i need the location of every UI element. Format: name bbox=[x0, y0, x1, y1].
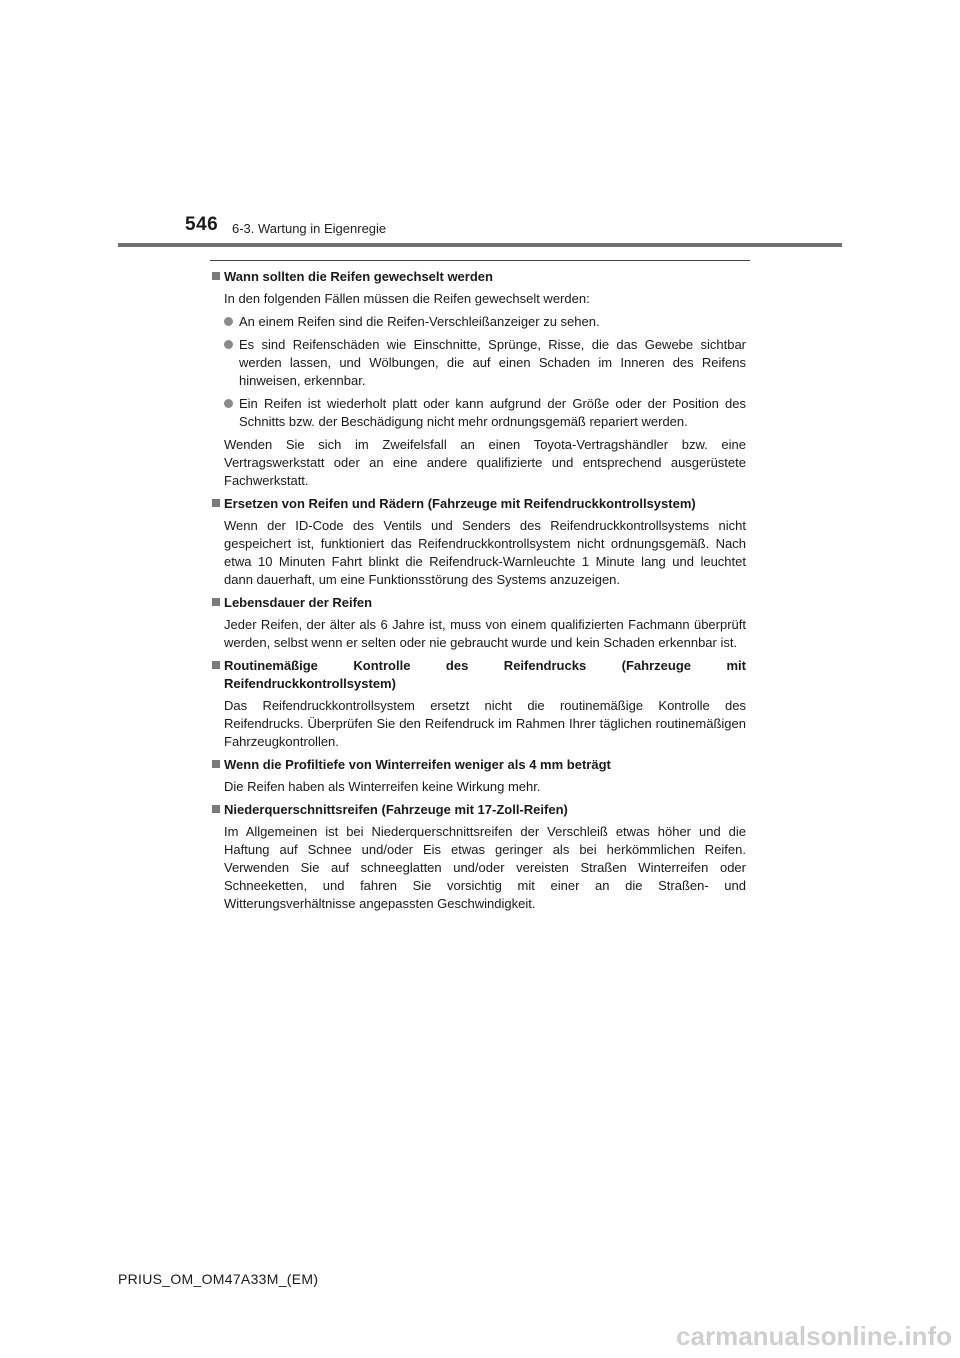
square-bullet-icon bbox=[212, 272, 220, 280]
paragraph: Im Allgemeinen ist bei Niederquerschnittsreifen der Verschleiß etwas höher und die Haftung auf Schnee und/oder Eis etwas geringer als bei herkömmlichen Reifen. Verwenden Sie auf schneeglatten und/oder vereisten Straßen Winterreifen oder Schneeketten, und fahren Sie vorsichtig mit einer an die Straßen- und Witterungsverhältnisse angepassten Geschwindigkeit. bbox=[224, 824, 746, 911]
square-bullet-icon bbox=[212, 598, 220, 606]
circle-bullet-icon bbox=[224, 340, 233, 349]
section-heading bbox=[212, 801, 746, 819]
watermark: carmanualsonline.info bbox=[676, 1321, 952, 1351]
section-heading-text: Ersetzen von Reifen und Rädern (Fahrzeuge mit Reifendruckkontrollsystem) bbox=[224, 496, 696, 511]
circle-bullet-icon bbox=[224, 399, 233, 408]
section-heading bbox=[212, 657, 746, 693]
header-divider bbox=[118, 243, 842, 247]
list-item-text: Es sind Reifenschäden wie Einschnitte, Sprünge, Risse, die das Gewebe sichtbar werden lassen, und Wölbungen, die auf einen Schaden im Inneren des Reifens hinweisen, erkennbar. bbox=[239, 337, 746, 388]
section bbox=[212, 495, 746, 589]
section-heading-text: Wenn die Profiltiefe von Winterreifen weniger als 4 mm beträgt bbox=[224, 757, 611, 772]
paragraph: Jeder Reifen, der älter als 6 Jahre ist, muss von einem qualifizierten Fachmann überprüft werden, selbst wenn er selten oder nie gebraucht wurde und kein Schaden erkennbar ist. bbox=[224, 617, 746, 650]
section-heading-text: Routinemäßige Kontrolle des Reifendrucks (Fahrzeuge mit Reifendruckkontrollsystem) bbox=[224, 658, 746, 691]
list-item bbox=[212, 336, 746, 390]
section bbox=[212, 268, 746, 490]
section-heading-text: Wann sollten die Reifen gewechselt werden bbox=[224, 269, 493, 284]
paragraph: Wenn der ID-Code des Ventils und Senders des Reifendruckkontrollsystems nicht gespeichert ist, funktioniert das Reifendruckkontrollsystem nicht ordnungsgemäß. Nach etwa 10 Minuten Fahrt blinkt die Reifendruck-Warnleuchte 1 Minute lang und leuchtet dann dauerhaft, um eine Funktionsstörung des Systems anzuzeigen. bbox=[224, 518, 746, 587]
section-heading bbox=[212, 268, 746, 286]
list-item bbox=[212, 395, 746, 431]
paragraph: In den folgenden Fällen müssen die Reifen gewechselt werden: bbox=[224, 291, 590, 306]
section-heading bbox=[212, 756, 746, 774]
list-item-text: An einem Reifen sind die Reifen-Verschleißanzeiger zu sehen. bbox=[239, 314, 600, 329]
section bbox=[212, 756, 746, 796]
circle-bullet-icon bbox=[224, 317, 233, 326]
section-heading-text: Lebensdauer der Reifen bbox=[224, 595, 373, 610]
paragraph: Wenden Sie sich im Zweifelsfall an einen Toyota-Vertragshändler bzw. eine Vertragswerkstatt oder an eine andere qualifizierte und entsprechend ausgerüstete Fachwerkstatt. bbox=[224, 437, 746, 488]
paragraph: Die Reifen haben als Winterreifen keine Wirkung mehr. bbox=[224, 779, 541, 794]
paragraph: Das Reifendruckkontrollsystem ersetzt nicht die routinemäßige Kontrolle des Reifendrucks. Überprüfen Sie den Reifendruck im Rahmen Ihrer täglichen routinemäßigen Fahrzeugkontrollen. bbox=[224, 698, 746, 749]
document-code: PRIUS_OM_OM47A33M_(EM) bbox=[118, 1271, 319, 1287]
section bbox=[212, 657, 746, 751]
page-content bbox=[212, 268, 746, 918]
section-heading-text: Niederquerschnittsreifen (Fahrzeuge mit 17-Zoll-Reifen) bbox=[224, 802, 568, 817]
section bbox=[212, 801, 746, 913]
square-bullet-icon bbox=[212, 661, 220, 669]
section bbox=[212, 594, 746, 652]
chapter-title: 6-3. Wartung in Eigenregie bbox=[232, 221, 387, 236]
square-bullet-icon bbox=[212, 805, 220, 813]
list-item bbox=[212, 313, 746, 331]
section-heading bbox=[212, 594, 746, 612]
list-item-text: Ein Reifen ist wiederholt platt oder kann aufgrund der Größe oder der Position des Schnitts bzw. der Beschädigung nicht mehr ordnungsgemäß repariert werden. bbox=[239, 396, 746, 429]
section-heading bbox=[212, 495, 746, 513]
square-bullet-icon bbox=[212, 760, 220, 768]
square-bullet-icon bbox=[212, 499, 220, 507]
content-divider bbox=[210, 260, 750, 261]
page-number: 546 bbox=[185, 214, 219, 235]
